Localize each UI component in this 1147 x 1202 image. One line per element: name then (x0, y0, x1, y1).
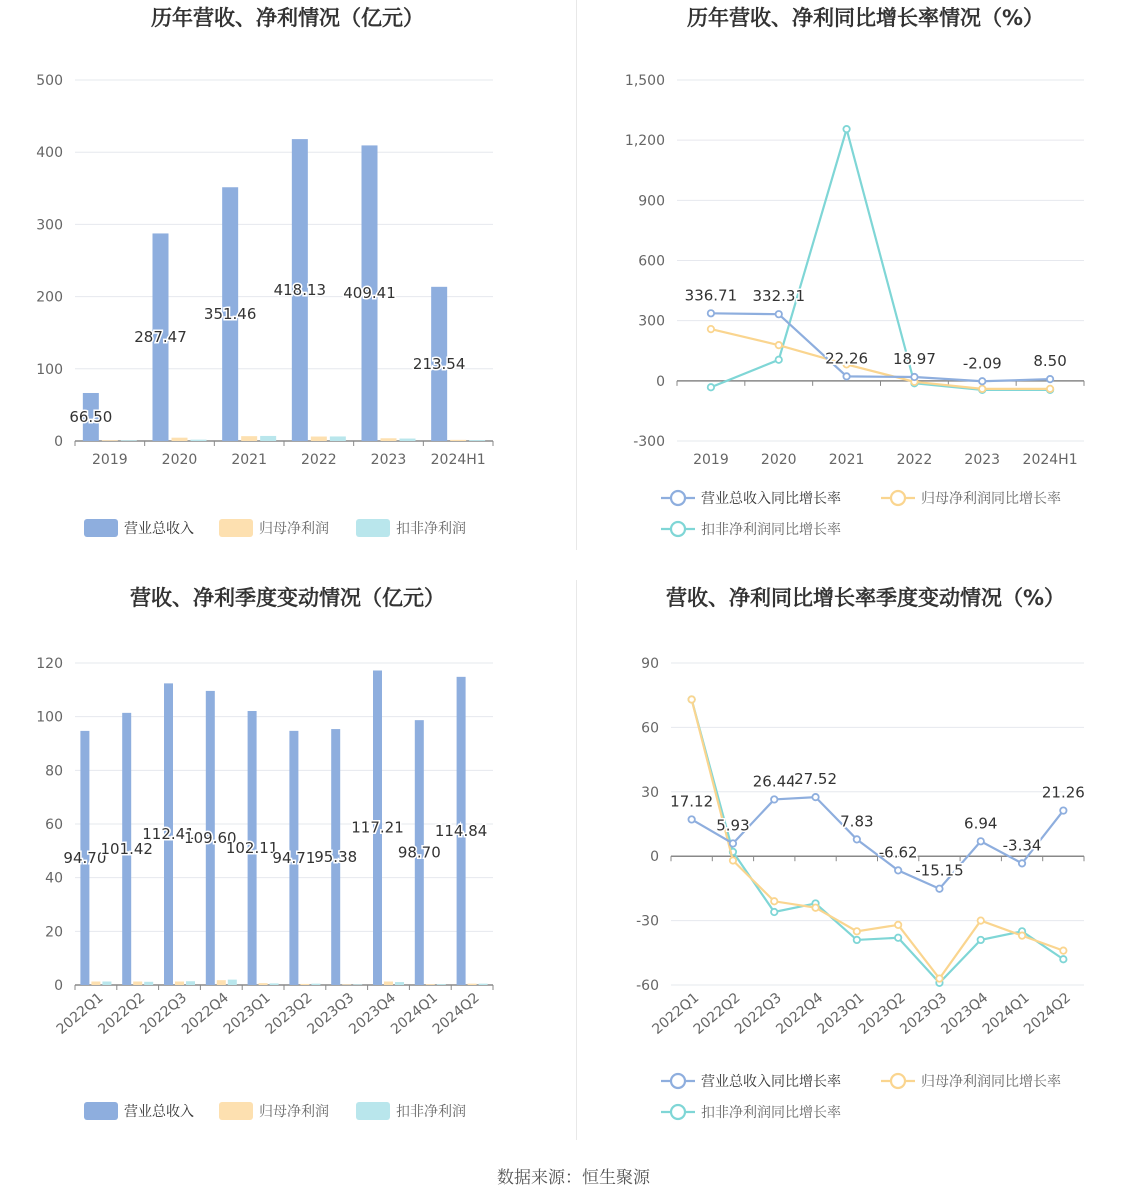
data-point (708, 384, 714, 390)
legend-marker (671, 1074, 685, 1088)
data-point (771, 796, 777, 802)
bar (102, 440, 118, 441)
y-tick-label: 500 (36, 73, 63, 89)
x-tick-label: 2019 (693, 452, 729, 468)
data-label: 109.60 (184, 828, 237, 847)
bar (121, 440, 137, 441)
data-point (978, 917, 984, 923)
data-label: 66.50 (69, 407, 113, 426)
data-point (854, 836, 860, 842)
y-tick-label: -30 (636, 913, 659, 930)
legend-label: 扣非净利润 (396, 521, 466, 537)
bar (450, 440, 466, 441)
data-point (1019, 932, 1025, 938)
data-label: 5.93 (716, 816, 750, 835)
data-point (843, 126, 849, 132)
y-tick-label: 30 (641, 784, 659, 801)
data-point (895, 922, 901, 928)
data-label: 27.52 (794, 770, 838, 789)
y-tick-label: 600 (638, 253, 665, 270)
legend-label: 归母净利润 (259, 1104, 329, 1120)
data-label: 94.70 (63, 848, 107, 867)
data-point (895, 935, 901, 941)
bar (311, 984, 320, 985)
data-label: -2.09 (962, 354, 1002, 373)
bar (330, 436, 346, 441)
data-label: 213.54 (412, 354, 466, 373)
data-point (854, 928, 860, 934)
bar (172, 438, 188, 441)
bar (144, 982, 153, 985)
bar (186, 981, 195, 985)
x-tick-label: 2023Q3 (304, 989, 358, 1038)
bar (259, 983, 268, 985)
x-tick-label: 2023 (964, 452, 1001, 468)
data-point (708, 310, 714, 316)
bar (479, 984, 488, 985)
data-point (730, 857, 736, 863)
bar (342, 984, 351, 985)
quarterly-growth-chart (576, 580, 1147, 1140)
legend-label: 归母净利润 (259, 521, 329, 537)
data-label: 112.41 (142, 825, 195, 844)
y-tick-label: 120 (36, 656, 63, 672)
legend-swatch (219, 519, 253, 537)
data-point (812, 794, 818, 800)
data-label: 409.41 (343, 284, 396, 303)
bar (270, 983, 279, 985)
x-tick-label: 2022Q1 (53, 989, 107, 1038)
y-tick-label: 40 (45, 870, 63, 887)
data-label: 117.21 (351, 818, 404, 837)
data-point (688, 816, 694, 822)
data-point (978, 937, 984, 943)
legend-marker (671, 522, 685, 536)
y-tick-label: 0 (656, 373, 665, 390)
data-point (771, 898, 777, 904)
data-point (1047, 376, 1053, 382)
chart-title: 营收、净利同比增长率季度变动情况（%） (665, 586, 1066, 610)
data-label: 17.12 (670, 792, 714, 811)
data-point (1060, 956, 1066, 962)
legend-label: 扣非净利润同比增长率 (701, 522, 841, 538)
legend-label: 扣非净利润 (396, 1104, 466, 1120)
x-tick-label: 2020 (161, 452, 198, 468)
bar (102, 982, 111, 985)
legend-swatch (84, 1102, 118, 1120)
data-point (708, 326, 714, 332)
data-point (776, 311, 782, 317)
x-tick-label: 2020 (760, 452, 797, 468)
data-label: 7.83 (840, 812, 874, 831)
data-point (1047, 386, 1053, 392)
data-label: 101.42 (100, 839, 153, 858)
legend-label: 归母净利润同比增长率 (921, 491, 1061, 507)
x-tick-label: 2023Q2 (262, 989, 316, 1038)
data-point (776, 357, 782, 363)
y-tick-label: 100 (36, 361, 63, 378)
x-tick-label: 2021 (828, 452, 865, 468)
bar (228, 980, 237, 985)
data-label: -3.34 (1002, 836, 1042, 855)
x-tick-label: 2024H1 (1022, 452, 1078, 468)
x-tick-label: 2024H1 (430, 452, 486, 468)
legend-marker (891, 491, 905, 505)
data-point (1060, 947, 1066, 953)
x-tick-label: 2024Q1 (388, 989, 441, 1038)
data-point (843, 373, 849, 379)
data-point (771, 909, 777, 915)
x-tick-label: 2024Q2 (429, 989, 483, 1038)
y-tick-label: 0 (54, 978, 63, 994)
y-tick-label: 0 (54, 434, 63, 450)
y-tick-label: 60 (641, 720, 659, 737)
x-tick-label: 2021 (231, 452, 267, 468)
x-tick-label: 2022Q2 (690, 989, 744, 1038)
annual-values-chart (0, 0, 575, 560)
data-label: 94.71 (272, 848, 316, 867)
bar (260, 436, 276, 441)
data-point (1060, 807, 1066, 813)
legend-label: 营业总收入同比增长率 (701, 1074, 841, 1090)
y-tick-label: 0 (650, 849, 659, 866)
legend-label: 营业总收入 (124, 1104, 194, 1120)
data-label: 18.97 (892, 350, 936, 369)
x-tick-label: 2022Q3 (731, 989, 785, 1038)
data-point (854, 937, 860, 943)
legend-label: 归母净利润同比增长率 (921, 1074, 1061, 1090)
y-tick-label: -60 (636, 978, 659, 994)
legend-label: 营业总收入同比增长率 (701, 491, 841, 507)
bar (191, 440, 207, 441)
bar (400, 439, 416, 441)
x-tick-label: 2019 (92, 452, 128, 468)
x-tick-label: 2022Q4 (773, 989, 827, 1038)
y-tick-label: 90 (641, 656, 659, 672)
bar (381, 438, 397, 441)
vertical-divider (576, 580, 577, 1140)
data-label: 8.50 (1033, 352, 1067, 371)
y-tick-label: 100 (36, 709, 63, 726)
bar (175, 982, 184, 985)
y-tick-label: 900 (638, 193, 665, 210)
bar (91, 982, 100, 985)
chart-title: 历年营收、净利同比增长率情况（%） (686, 6, 1045, 30)
y-tick-label: 300 (638, 313, 665, 330)
data-label: 6.94 (964, 814, 998, 833)
data-point (979, 386, 985, 392)
bar (468, 984, 477, 985)
legend-swatch (219, 1102, 253, 1120)
y-tick-label: 400 (36, 145, 63, 162)
chart-svg (0, 0, 575, 560)
x-tick-label: 2023 (370, 452, 407, 468)
bar (133, 982, 142, 985)
data-point (1019, 860, 1025, 866)
x-tick-label: 2023Q4 (346, 989, 400, 1038)
data-label: 95.38 (314, 848, 358, 867)
bar (353, 984, 362, 985)
x-tick-label: 2024Q2 (1021, 989, 1074, 1038)
data-label: 26.44 (752, 772, 796, 791)
series-line (711, 129, 1050, 390)
chart-title: 历年营收、净利情况（亿元） (151, 6, 424, 30)
annual-growth-chart (576, 0, 1147, 560)
y-tick-label: 300 (36, 217, 63, 234)
data-source: 数据来源：恒生聚源 (497, 1168, 650, 1188)
y-tick-label: 1,500 (624, 73, 665, 89)
legend-marker (671, 1105, 685, 1119)
bar (437, 984, 446, 985)
data-point (812, 905, 818, 911)
data-label: 336.71 (684, 286, 738, 305)
data-point (730, 840, 736, 846)
data-label: 418.13 (273, 281, 327, 300)
x-tick-label: 2023Q3 (897, 989, 951, 1038)
legend-swatch (356, 1102, 390, 1120)
x-tick-label: 2023Q1 (220, 989, 274, 1038)
data-point (978, 838, 984, 844)
chart-title: 营收、净利季度变动情况（亿元） (130, 586, 445, 610)
data-point (688, 696, 694, 702)
legend-marker (891, 1074, 905, 1088)
legend-label: 营业总收入 (124, 521, 194, 537)
x-tick-label: 2022 (896, 452, 933, 468)
y-tick-label: 60 (45, 817, 63, 833)
x-tick-label: 2022Q1 (649, 989, 703, 1038)
x-tick-label: 2024Q1 (979, 989, 1033, 1038)
x-tick-label: 2022Q4 (179, 989, 232, 1038)
bar (469, 440, 485, 441)
y-tick-label: 1,200 (624, 133, 665, 150)
y-tick-label: 20 (45, 924, 63, 941)
bar (217, 980, 226, 985)
x-tick-label: 2022Q3 (137, 989, 191, 1038)
chart-svg (0, 580, 575, 1140)
x-tick-label: 2022Q2 (95, 989, 149, 1038)
bar (300, 984, 309, 985)
data-label: 114.84 (434, 821, 488, 840)
data-point (776, 342, 782, 348)
vertical-divider (576, 0, 577, 550)
data-label: 287.47 (134, 328, 187, 347)
data-point (936, 886, 942, 892)
data-label: -15.15 (915, 861, 964, 880)
x-tick-label: 2023Q2 (855, 989, 909, 1038)
data-point (936, 975, 942, 981)
bar (384, 982, 393, 985)
data-label: 22.26 (825, 349, 869, 368)
y-tick-label: -300 (633, 434, 665, 450)
legend-label: 扣非净利润同比增长率 (701, 1105, 841, 1121)
chart-svg (576, 580, 1147, 1140)
legend-marker (671, 491, 685, 505)
data-label: 102.11 (225, 839, 279, 858)
data-label: 332.31 (752, 287, 805, 306)
chart-svg (576, 0, 1147, 560)
bar (395, 982, 404, 985)
data-label: -6.62 (878, 843, 918, 862)
bar (426, 984, 435, 985)
data-point (895, 867, 901, 873)
x-tick-label: 2023Q1 (814, 989, 868, 1038)
legend-swatch (84, 519, 118, 537)
x-tick-label: 2023Q4 (938, 989, 992, 1038)
data-label: 21.26 (1041, 783, 1085, 802)
x-tick-label: 2022 (301, 452, 337, 468)
data-label: 98.70 (397, 843, 441, 862)
y-tick-label: 200 (36, 289, 63, 306)
data-label: 351.46 (203, 305, 257, 324)
bar (311, 437, 327, 441)
data-point (911, 374, 917, 380)
data-point (979, 378, 985, 384)
quarterly-values-chart (0, 580, 575, 1140)
y-tick-label: 80 (45, 763, 63, 780)
bar (241, 436, 257, 441)
legend-swatch (356, 519, 390, 537)
